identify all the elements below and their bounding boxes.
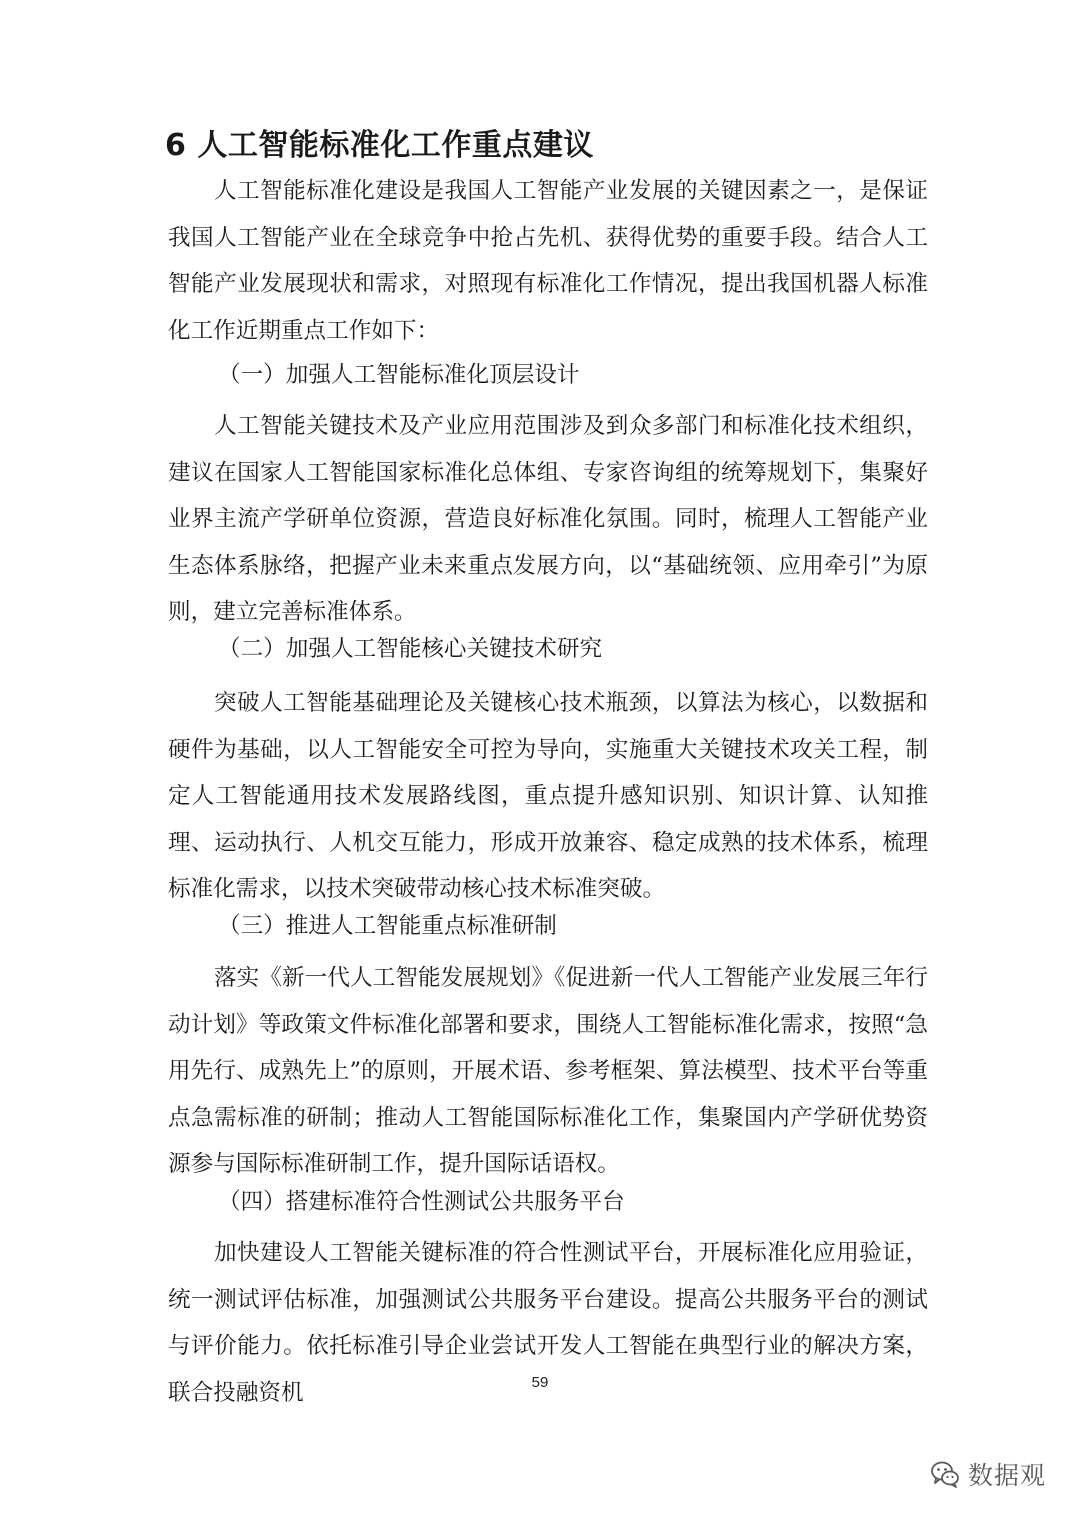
subheading-2: （二）加强人工智能核心关键技术研究: [218, 636, 603, 662]
page-number: 59: [531, 1374, 549, 1391]
subheading-3: （三）推进人工智能重点标准研制: [218, 913, 557, 939]
wechat-icon: [930, 1459, 960, 1489]
section-4-paragraph: 加快建设人工智能关键标准的符合性测试平台，开展标准化应用验证，统一测试评估标准，加强测试公共服务平台建设。提高公共服务平台的测试与评价能力。依托标准引导企业尝试开发人工智能在典型行业的解决方案，联合投融资机: [168, 1240, 928, 1406]
watermark: [930, 1452, 1046, 1496]
subheading-4: （四）搭建标准符合性测试公共服务平台: [218, 1189, 625, 1215]
subheading-1: （一）加强人工智能标准化顶层设计: [218, 362, 580, 388]
section-2-paragraph: 突破人工智能基础理论及关键核心技术瓶颈，以算法为核心，以数据和硬件为基础，以人工智能安全可控为导向，实施重大关键技术攻关工程，制定人工智能通用技术发展路线图，重点提升感知识别、知识计算、认知推理、运动执行、人机交互能力，形成开放兼容、稳定成熟的技术体系，梳理标准化需求，以技术突破带动核心技术标准突破。: [168, 690, 928, 902]
intro-paragraph: 人工智能标准化建设是我国人工智能产业发展的关键因素之一，是保证我国人工智能产业在全球竞争中抢占先机、获得优势的重要手段。结合人工智能产业发展现状和需求，对照现有标准化工作情况，提出我国机器人标准化工作近期重点工作如下：: [168, 178, 928, 344]
watermark-text: 数据观: [968, 1461, 1047, 1490]
section-title: 6 人工智能标准化工作重点建议: [165, 128, 594, 163]
section-3-paragraph: 落实《新一代人工智能发展规划》《促进新一代人工智能产业发展三年行动计划》等政策文件标准化部署和要求，围绕人工智能标准化需求，按照“急用先行、成熟先上”的原则，开展术语、参考框架、算法模型、技术平台等重点急需标准的研制；推动人工智能国际标准化工作，集聚国内产学研优势资源参与国际标准研制工作，提升国际话语权。: [168, 965, 928, 1177]
section-1-paragraph: 人工智能关键技术及产业应用范围涉及到众多部门和标准化技术组织，建议在国家人工智能国家标准化总体组、专家咨询组的统筹规划下，集聚好业界主流产学研单位资源，营造良好标准化氛围。同时，梳理人工智能产业生态体系脉络，把握产业未来重点发展方向，以“基础统领、应用牵引”为原则，建立完善标准体系。: [168, 413, 928, 625]
